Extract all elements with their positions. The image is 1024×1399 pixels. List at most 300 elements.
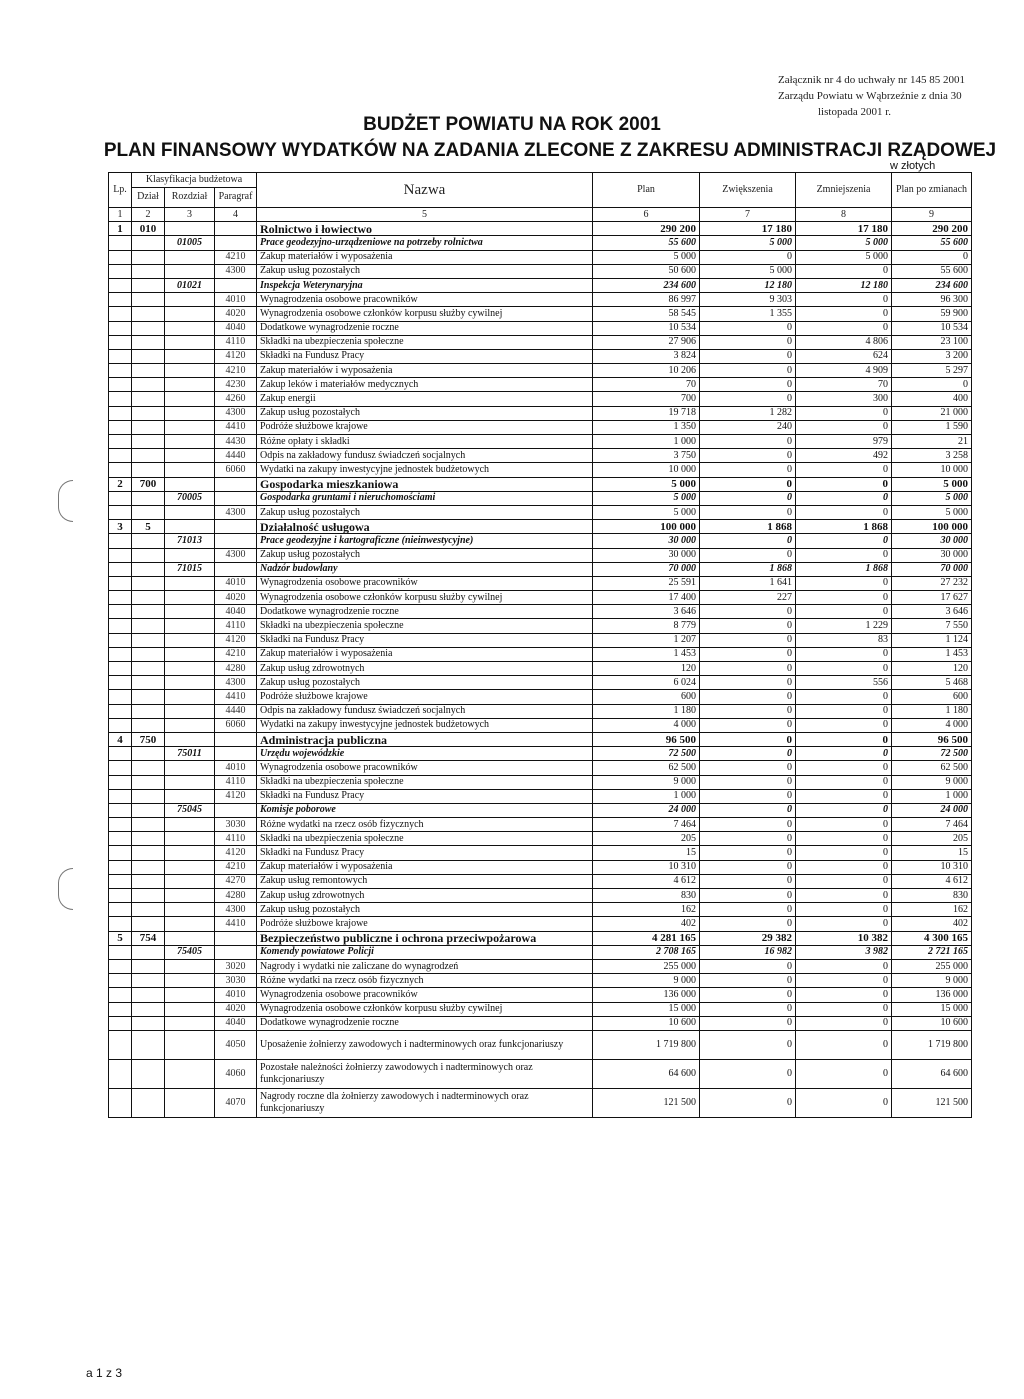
plan-cell: 1 207 [593, 633, 700, 647]
paragraf-cell: 4280 [215, 662, 257, 676]
column-number: 3 [165, 208, 215, 222]
dzial-cell [132, 1030, 165, 1059]
plan-po-zmianach-cell: 55 600 [892, 236, 972, 250]
lp-cell [109, 1030, 132, 1059]
plan-po-zmianach-cell: 0 [892, 378, 972, 392]
lp-cell: 1 [109, 222, 132, 236]
zmniejszenia-cell: 0 [796, 846, 892, 860]
dzial-row [109, 477, 972, 491]
plan-po-zmianach-cell: 290 200 [892, 222, 972, 236]
paragraf-cell: 4300 [215, 903, 257, 917]
name-cell: Składki na ubezpieczenia społeczne [257, 775, 593, 789]
rozdzial-cell [165, 505, 215, 519]
lp-cell [109, 832, 132, 846]
dzial-cell [132, 747, 165, 761]
plan-po-zmianach-cell: 10 600 [892, 1016, 972, 1030]
zmniejszenia-cell: 0 [796, 534, 892, 548]
plan-po-zmianach-cell: 0 [892, 250, 972, 264]
lp-cell [109, 874, 132, 888]
zwiekszenia-cell: 0 [700, 690, 796, 704]
paragraf-cell: 4110 [215, 832, 257, 846]
zmniejszenia-cell: 12 180 [796, 278, 892, 292]
paragraf-cell: 4020 [215, 1002, 257, 1016]
zmniejszenia-cell: 0 [796, 321, 892, 335]
plan-po-zmianach-cell: 7 464 [892, 818, 972, 832]
zwiekszenia-cell: 0 [700, 647, 796, 661]
zwiekszenia-cell: 0 [700, 775, 796, 789]
document-title: BUDŻET POWIATU NA ROK 2001 [363, 114, 661, 135]
plan-po-zmianach-cell: 59 900 [892, 307, 972, 321]
zmniejszenia-cell: 979 [796, 435, 892, 449]
zmniejszenia-cell: 0 [796, 307, 892, 321]
paragraf-cell: 4120 [215, 846, 257, 860]
plan-cell: 15 [593, 846, 700, 860]
dzial-cell [132, 1002, 165, 1016]
zwiekszenia-cell: 0 [700, 988, 796, 1002]
zmniejszenia-cell: 0 [796, 293, 892, 307]
name-cell: Wydatki na zakupy inwestycyjne jednostek budżetowych [257, 463, 593, 477]
lp-cell [109, 250, 132, 264]
paragraf-row [109, 832, 972, 846]
rozdzial-cell [165, 974, 215, 988]
plan-po-zmianach-cell: 27 232 [892, 576, 972, 590]
zwiekszenia-cell: 0 [700, 889, 796, 903]
zwiekszenia-cell: 29 382 [700, 931, 796, 945]
plan-po-zmianach-cell: 600 [892, 690, 972, 704]
plan-cell: 2 708 165 [593, 945, 700, 959]
zwiekszenia-cell: 0 [700, 1016, 796, 1030]
rozdzial-cell [165, 463, 215, 477]
name-cell: Zakup usług pozostałych [257, 264, 593, 278]
rozdzial-row [109, 562, 972, 576]
name-cell: Zakup materiałów i wyposażenia [257, 647, 593, 661]
rozdzial-row [109, 747, 972, 761]
rozdzial-cell [165, 874, 215, 888]
plan-po-zmianach-cell: 1 180 [892, 704, 972, 718]
paragraf-cell [215, 945, 257, 959]
zmniejszenia-cell: 0 [796, 591, 892, 605]
zmniejszenia-cell: 0 [796, 505, 892, 519]
plan-cell: 600 [593, 690, 700, 704]
lp-cell [109, 889, 132, 903]
zwiekszenia-cell: 9 303 [700, 293, 796, 307]
lp-cell [109, 293, 132, 307]
plan-po-zmianach-cell: 4 612 [892, 874, 972, 888]
lp-cell [109, 846, 132, 860]
dzial-row [109, 520, 972, 534]
paragraf-row [109, 548, 972, 562]
name-cell: Składki na ubezpieczenia społeczne [257, 832, 593, 846]
name-cell: Prace geodezyjne i kartograficzne (nieinwestycyjne) [257, 534, 593, 548]
plan-po-zmianach-cell: 15 [892, 846, 972, 860]
dzial-cell [132, 364, 165, 378]
zmniejszenia-cell: 0 [796, 732, 892, 746]
rozdzial-cell [165, 378, 215, 392]
lp-cell [109, 619, 132, 633]
paragraf-cell: 4120 [215, 789, 257, 803]
page-number: a 1 z 3 [86, 1366, 123, 1380]
zwiekszenia-cell: 12 180 [700, 278, 796, 292]
paragraf-row [109, 349, 972, 363]
lp-cell [109, 676, 132, 690]
paragraf-cell: 4260 [215, 392, 257, 406]
dzial-cell [132, 250, 165, 264]
name-cell: Składki na Fundusz Pracy [257, 633, 593, 647]
paragraf-cell: 4010 [215, 576, 257, 590]
zwiekszenia-cell: 0 [700, 619, 796, 633]
dzial-cell [132, 903, 165, 917]
zwiekszenia-cell: 0 [700, 321, 796, 335]
rozdzial-row [109, 945, 972, 959]
zmniejszenia-cell: 5 000 [796, 250, 892, 264]
attachment-line: Zarządu Powiatu w Wąbrzeźnie z dnia 30 [778, 90, 962, 102]
lp-cell [109, 435, 132, 449]
plan-po-zmianach-cell: 121 500 [892, 1088, 972, 1117]
lp-cell [109, 491, 132, 505]
header-klasyfikacja: Klasyfikacja budżetowa [132, 173, 257, 188]
rozdzial-cell [165, 420, 215, 434]
plan-cell: 1 000 [593, 435, 700, 449]
paragraf-cell: 4010 [215, 293, 257, 307]
dzial-cell [132, 591, 165, 605]
zmniejszenia-cell: 624 [796, 349, 892, 363]
name-cell: Zakup materiałów i wyposażenia [257, 860, 593, 874]
zwiekszenia-cell: 1 868 [700, 520, 796, 534]
plan-cell: 4 612 [593, 874, 700, 888]
plan-po-zmianach-cell: 1 453 [892, 647, 972, 661]
dzial-cell [132, 236, 165, 250]
paragraf-row [109, 505, 972, 519]
dzial-cell [132, 378, 165, 392]
plan-cell: 10 206 [593, 364, 700, 378]
paragraf-cell: 4040 [215, 605, 257, 619]
name-cell: Składki na Fundusz Pracy [257, 349, 593, 363]
zmniejszenia-cell: 0 [796, 463, 892, 477]
zmniejszenia-cell: 1 868 [796, 520, 892, 534]
paragraf-cell: 4120 [215, 349, 257, 363]
lp-cell [109, 307, 132, 321]
lp-cell [109, 818, 132, 832]
rozdzial-cell [165, 1030, 215, 1059]
header-paragraf: Paragraf [215, 187, 257, 207]
name-cell: Zakup usług pozostałych [257, 548, 593, 562]
zmniejszenia-cell: 492 [796, 449, 892, 463]
paragraf-row [109, 789, 972, 803]
name-cell: Odpis na zakładowy fundusz świadczeń socjalnych [257, 704, 593, 718]
plan-po-zmianach-cell: 5 297 [892, 364, 972, 378]
lp-cell [109, 378, 132, 392]
zwiekszenia-cell: 1 355 [700, 307, 796, 321]
name-cell: Zakup usług zdrowotnych [257, 662, 593, 676]
plan-po-zmianach-cell: 1 590 [892, 420, 972, 434]
rozdzial-cell [165, 406, 215, 420]
zmniejszenia-cell: 0 [796, 874, 892, 888]
dzial-cell [132, 1016, 165, 1030]
plan-cell: 8 779 [593, 619, 700, 633]
plan-cell: 120 [593, 662, 700, 676]
lp-cell [109, 278, 132, 292]
name-cell: Zakup usług pozostałych [257, 676, 593, 690]
plan-po-zmianach-cell: 3 258 [892, 449, 972, 463]
paragraf-row [109, 420, 972, 434]
header-lp: Lp. [109, 173, 132, 208]
zwiekszenia-cell: 0 [700, 846, 796, 860]
zwiekszenia-cell: 0 [700, 463, 796, 477]
zmniejszenia-cell: 0 [796, 860, 892, 874]
rozdzial-cell [165, 988, 215, 1002]
paragraf-cell: 4110 [215, 335, 257, 349]
zmniejszenia-cell: 1 868 [796, 562, 892, 576]
column-number: 1 [109, 208, 132, 222]
zmniejszenia-cell: 0 [796, 420, 892, 434]
plan-cell: 70 000 [593, 562, 700, 576]
paragraf-row [109, 605, 972, 619]
rozdzial-cell [165, 917, 215, 931]
lp-cell [109, 236, 132, 250]
rozdzial-cell [165, 761, 215, 775]
dzial-cell [132, 945, 165, 959]
zwiekszenia-cell: 1 282 [700, 406, 796, 420]
zmniejszenia-cell: 0 [796, 1088, 892, 1117]
zwiekszenia-cell: 0 [700, 1059, 796, 1088]
plan-po-zmianach-cell: 5 000 [892, 505, 972, 519]
paragraf-cell: 4410 [215, 420, 257, 434]
header-row [109, 173, 972, 188]
dzial-cell [132, 307, 165, 321]
name-cell: Zakup leków i materiałów medycznych [257, 378, 593, 392]
rozdzial-cell [165, 662, 215, 676]
zmniejszenia-cell: 0 [796, 690, 892, 704]
name-cell: Bezpieczeństwo publiczne i ochrona przeciwpożarowa [257, 931, 593, 945]
paragraf-row [109, 1088, 972, 1117]
lp-cell [109, 349, 132, 363]
dzial-cell [132, 846, 165, 860]
zwiekszenia-cell: 0 [700, 1088, 796, 1117]
paragraf-cell: 4300 [215, 264, 257, 278]
name-cell: Składki na ubezpieczenia społeczne [257, 335, 593, 349]
rozdzial-row [109, 236, 972, 250]
paragraf-cell [215, 803, 257, 817]
plan-cell: 205 [593, 832, 700, 846]
plan-cell: 17 400 [593, 591, 700, 605]
plan-po-zmianach-cell: 5 468 [892, 676, 972, 690]
lp-cell [109, 988, 132, 1002]
dzial-cell [132, 803, 165, 817]
zwiekszenia-cell: 0 [700, 250, 796, 264]
dzial-cell [132, 974, 165, 988]
name-cell: Składki na Fundusz Pracy [257, 789, 593, 803]
lp-cell [109, 662, 132, 676]
name-cell: Nadzór budowlany [257, 562, 593, 576]
zmniejszenia-cell: 0 [796, 477, 892, 491]
plan-po-zmianach-cell: 2 721 165 [892, 945, 972, 959]
zmniejszenia-cell: 4 806 [796, 335, 892, 349]
name-cell: Dodatkowe wynagrodzenie roczne [257, 321, 593, 335]
zwiekszenia-cell: 0 [700, 477, 796, 491]
plan-po-zmianach-cell: 21 [892, 435, 972, 449]
rozdzial-cell [165, 548, 215, 562]
plan-po-zmianach-cell: 1 000 [892, 789, 972, 803]
paragraf-row [109, 988, 972, 1002]
dzial-cell: 5 [132, 520, 165, 534]
zwiekszenia-cell: 0 [700, 832, 796, 846]
paragraf-cell: 4110 [215, 775, 257, 789]
lp-cell [109, 718, 132, 732]
dzial-cell [132, 917, 165, 931]
dzial-cell [132, 619, 165, 633]
paragraf-cell [215, 222, 257, 236]
paragraf-cell: 4210 [215, 647, 257, 661]
lp-cell [109, 775, 132, 789]
plan-cell: 86 997 [593, 293, 700, 307]
lp-cell [109, 392, 132, 406]
paragraf-row [109, 959, 972, 973]
lp-cell [109, 647, 132, 661]
paragraf-cell: 4300 [215, 406, 257, 420]
rozdzial-cell: 01021 [165, 278, 215, 292]
zwiekszenia-cell: 0 [700, 605, 796, 619]
header-zmniejszenia: Zmniejszenia [796, 173, 892, 208]
dzial-cell [132, 860, 165, 874]
rozdzial-cell [165, 321, 215, 335]
rozdzial-cell [165, 903, 215, 917]
dzial-cell [132, 349, 165, 363]
lp-cell [109, 264, 132, 278]
name-cell: Zakup materiałów i wyposażenia [257, 364, 593, 378]
lp-cell [109, 505, 132, 519]
zwiekszenia-cell: 0 [700, 803, 796, 817]
zwiekszenia-cell: 0 [700, 633, 796, 647]
plan-cell: 255 000 [593, 959, 700, 973]
plan-po-zmianach-cell: 4 300 165 [892, 931, 972, 945]
zmniejszenia-cell: 0 [796, 747, 892, 761]
zwiekszenia-cell: 0 [700, 364, 796, 378]
name-cell: Zakup energii [257, 392, 593, 406]
plan-po-zmianach-cell: 4 000 [892, 718, 972, 732]
plan-cell: 30 000 [593, 548, 700, 562]
name-cell: Składki na ubezpieczenia społeczne [257, 619, 593, 633]
paragraf-cell: 3030 [215, 974, 257, 988]
paragraf-cell: 4010 [215, 761, 257, 775]
paragraf-cell: 4210 [215, 364, 257, 378]
plan-po-zmianach-cell: 17 627 [892, 591, 972, 605]
zmniejszenia-cell: 83 [796, 633, 892, 647]
paragraf-cell: 4300 [215, 676, 257, 690]
plan-cell: 64 600 [593, 1059, 700, 1088]
zmniejszenia-cell: 0 [796, 832, 892, 846]
zwiekszenia-cell: 0 [700, 392, 796, 406]
plan-po-zmianach-cell: 21 000 [892, 406, 972, 420]
rozdzial-cell: 75045 [165, 803, 215, 817]
rozdzial-cell [165, 633, 215, 647]
lp-cell [109, 903, 132, 917]
zwiekszenia-cell: 16 982 [700, 945, 796, 959]
zmniejszenia-cell: 0 [796, 548, 892, 562]
paragraf-cell: 4230 [215, 378, 257, 392]
paragraf-row [109, 903, 972, 917]
plan-po-zmianach-cell: 30 000 [892, 548, 972, 562]
dzial-cell [132, 392, 165, 406]
paragraf-cell [215, 534, 257, 548]
paragraf-row [109, 974, 972, 988]
paragraf-row [109, 818, 972, 832]
zmniejszenia-cell: 10 382 [796, 931, 892, 945]
name-cell: Wynagrodzenia osobowe pracowników [257, 576, 593, 590]
name-cell: Wynagrodzenia osobowe członków korpusu służby cywilnej [257, 307, 593, 321]
paragraf-cell: 4060 [215, 1059, 257, 1088]
zwiekszenia-cell: 227 [700, 591, 796, 605]
plan-po-zmianach-cell: 9 000 [892, 974, 972, 988]
plan-cell: 10 534 [593, 321, 700, 335]
plan-cell: 9 000 [593, 974, 700, 988]
zmniejszenia-cell: 0 [796, 974, 892, 988]
dzial-cell [132, 633, 165, 647]
paragraf-cell: 4020 [215, 307, 257, 321]
zmniejszenia-cell: 0 [796, 1016, 892, 1030]
name-cell: Wynagrodzenia osobowe pracowników [257, 293, 593, 307]
plan-po-zmianach-cell: 64 600 [892, 1059, 972, 1088]
plan-cell: 5 000 [593, 491, 700, 505]
name-cell: Gospodarka mieszkaniowa [257, 477, 593, 491]
lp-cell: 5 [109, 931, 132, 945]
plan-cell: 3 646 [593, 605, 700, 619]
plan-po-zmianach-cell: 402 [892, 917, 972, 931]
plan-cell: 25 591 [593, 576, 700, 590]
zmniejszenia-cell: 0 [796, 1059, 892, 1088]
zmniejszenia-cell: 0 [796, 988, 892, 1002]
plan-cell: 62 500 [593, 761, 700, 775]
zmniejszenia-cell: 0 [796, 647, 892, 661]
zwiekszenia-cell: 0 [700, 662, 796, 676]
plan-cell: 3 750 [593, 449, 700, 463]
paragraf-row [109, 662, 972, 676]
zmniejszenia-cell: 0 [796, 718, 892, 732]
lp-cell [109, 335, 132, 349]
plan-cell: 24 000 [593, 803, 700, 817]
zwiekszenia-cell: 0 [700, 548, 796, 562]
lp-cell [109, 562, 132, 576]
name-cell: Inspekcja Weterynaryjna [257, 278, 593, 292]
zwiekszenia-cell: 5 000 [700, 264, 796, 278]
paragraf-cell: 6060 [215, 463, 257, 477]
dzial-cell [132, 435, 165, 449]
plan-po-zmianach-cell: 72 500 [892, 747, 972, 761]
paragraf-cell [215, 236, 257, 250]
rozdzial-cell [165, 846, 215, 860]
plan-cell: 50 600 [593, 264, 700, 278]
name-cell: Różne wydatki na rzecz osób fizycznych [257, 974, 593, 988]
lp-cell [109, 1059, 132, 1088]
paragraf-row [109, 917, 972, 931]
lp-cell [109, 406, 132, 420]
zwiekszenia-cell: 0 [700, 974, 796, 988]
plan-cell: 121 500 [593, 1088, 700, 1117]
dzial-cell [132, 704, 165, 718]
lp-cell [109, 605, 132, 619]
plan-po-zmianach-cell: 1 124 [892, 633, 972, 647]
lp-cell [109, 1088, 132, 1117]
plan-po-zmianach-cell: 234 600 [892, 278, 972, 292]
plan-cell: 27 906 [593, 335, 700, 349]
rozdzial-row [109, 803, 972, 817]
dzial-cell [132, 562, 165, 576]
paragraf-cell: 4410 [215, 690, 257, 704]
zmniejszenia-cell: 3 982 [796, 945, 892, 959]
plan-cell: 5 000 [593, 477, 700, 491]
header-zwiekszenia: Zwiększenia [700, 173, 796, 208]
paragraf-cell: 4210 [215, 250, 257, 264]
zmniejszenia-cell: 0 [796, 704, 892, 718]
